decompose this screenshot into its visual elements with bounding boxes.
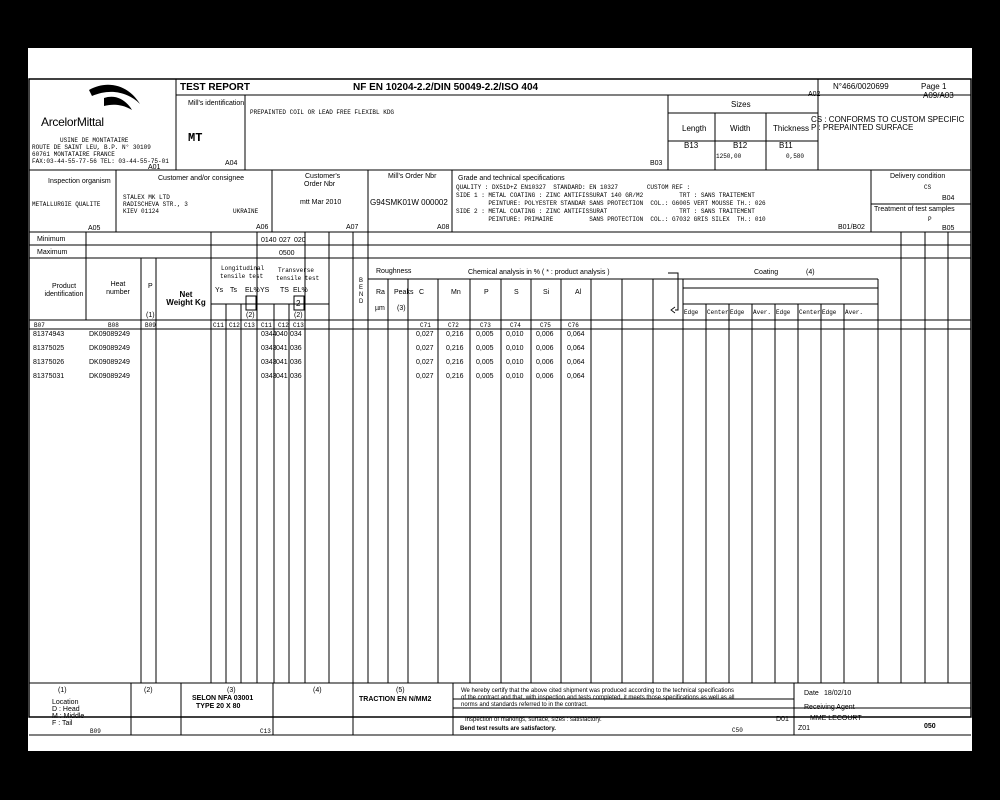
code-b01-b02: B01/B02	[838, 224, 865, 231]
standard: NF EN 10204-2.2/DIN 50049-2.2/ISO 404	[353, 82, 539, 93]
box-2: 2	[296, 299, 301, 308]
min-ts: 027	[279, 237, 291, 244]
mill-order-label: Mill's Order Nbr	[388, 173, 437, 180]
address-line: ROUTE DE SAINT LEU, B.P. N° 30109	[32, 144, 151, 151]
max-ys: 0500	[279, 250, 295, 257]
ys-header: Ys	[215, 287, 224, 294]
treatment-label: Treatment of test samples	[874, 206, 955, 213]
cell-al: 0,064	[567, 373, 585, 380]
customer-label: Customer and/or consignee	[158, 175, 244, 182]
code-c50: C50	[732, 727, 743, 734]
maximum-label: Maximum	[37, 249, 68, 256]
code-b07: B07	[34, 322, 45, 329]
cell-ys: 0344	[261, 331, 277, 338]
report-number: N°466/0020699	[833, 82, 889, 91]
coating-subheader: Aver.	[845, 309, 864, 316]
code-b09: B09	[145, 322, 156, 329]
note-2a: (2)	[246, 312, 255, 319]
cell-c: 0,027	[416, 331, 434, 338]
cell-mn: 0,216	[446, 373, 464, 380]
code-c73: C73	[480, 322, 491, 329]
trans-tensile-header: tensile test	[276, 275, 320, 282]
form-grid-lines	[28, 48, 972, 751]
grade-line: SIDE 2 : METAL COATING : ZINC ANTIFISSURAT TRT : SANS TRAITEMENT	[456, 208, 755, 215]
cell-mn: 0,216	[446, 345, 464, 352]
bend-header: B E N D	[359, 278, 364, 305]
cs-note: CS : CONFORMS TO CUSTOM SPECIFIC	[811, 115, 965, 124]
cell-id: 81375025	[33, 345, 65, 352]
code-c13: C13	[244, 322, 255, 329]
address-line: 60761 MONTATAIRE FRANCE	[32, 151, 115, 158]
footer-number: 050	[924, 723, 936, 730]
cell-p: 0,005	[476, 373, 494, 380]
code-c72: C72	[448, 322, 459, 329]
mills-id-label: Mill's identification	[188, 100, 245, 107]
company-name: ArcelorMittal	[41, 115, 104, 129]
net-weight-header: Weight Kg	[166, 298, 206, 307]
cell-heat: DK09089249	[89, 331, 130, 338]
code-z01: Z01	[798, 725, 811, 732]
cell-el: 036	[290, 373, 302, 380]
cell-p: 0,005	[476, 331, 494, 338]
delivery-label: Delivery condition	[890, 173, 946, 180]
customer-line: KIEV 01124	[123, 208, 160, 215]
code-c71: C71	[420, 322, 431, 329]
min-ys: 0140	[261, 237, 277, 244]
cell-si: 0,006	[536, 359, 554, 366]
coating-subheader: Edge	[822, 309, 837, 316]
p-note: P : PREPAINTED SURFACE	[811, 123, 914, 132]
coating-subheader: Edge	[730, 309, 745, 316]
code-a04: A04	[225, 160, 238, 167]
roughness-header: Roughness	[376, 268, 412, 275]
code-a02: A02	[808, 91, 821, 98]
el2-header: EL%	[293, 287, 308, 294]
delivery-value: CS	[924, 184, 932, 191]
minimum-label: Minimum	[37, 236, 66, 243]
cell-p: 0,005	[476, 359, 494, 366]
cell-al: 0,064	[567, 331, 585, 338]
net-weight-header: Net	[179, 290, 193, 299]
mills-id: MT	[188, 131, 203, 145]
cell-s: 0,010	[506, 359, 524, 366]
code-a05: A05	[88, 225, 101, 232]
location-line: F : Tail	[52, 720, 73, 727]
code-c12: C12	[229, 322, 240, 329]
code-c12-b: C12	[278, 322, 289, 329]
cell-el: 036	[290, 345, 302, 352]
code-c76: C76	[568, 322, 579, 329]
order-label: Order Nbr	[304, 181, 336, 188]
inspection-value: METALLURGIE QUALITE	[32, 201, 101, 208]
customer-country: UKRAINE	[233, 208, 259, 215]
cell-c: 0,027	[416, 373, 434, 380]
treatment-value: P	[928, 216, 932, 223]
note-2b: (2)	[294, 312, 303, 319]
code-b11: B11	[779, 141, 793, 150]
order-label: Customer's	[305, 173, 341, 180]
ts2-header: TS	[280, 287, 289, 294]
inspection-statement: Inspection of markings, surface, sizes : satisfactory.	[465, 717, 602, 723]
thickness-label: Thickness	[773, 124, 810, 133]
cell-ts: 041	[276, 359, 288, 366]
si-header: Si	[543, 289, 550, 296]
coating-header: Coating	[754, 269, 779, 276]
product-id-header: Product	[51, 283, 77, 290]
code-b08: B08	[108, 322, 119, 329]
al-header: Al	[575, 289, 582, 296]
agent-value: MME LECOURT	[810, 715, 862, 722]
p-elem-header: P	[484, 289, 489, 296]
code-c74: C74	[510, 322, 521, 329]
footer-note-4: (4)	[313, 687, 322, 694]
s-header: S	[514, 289, 519, 296]
test-report-sheet	[28, 48, 972, 751]
location-line: Location	[52, 699, 79, 706]
p-note: (1)	[146, 312, 155, 319]
agent-label: Receiving Agent	[804, 704, 855, 711]
inspection-label: Inspection organism	[48, 178, 111, 185]
location-line: M : Middle	[52, 713, 85, 720]
cell-al: 0,064	[567, 359, 585, 366]
certify-line: We hereby certify that the above cited shipment was produced according to the technical specifications	[461, 688, 735, 694]
coating-subheader: Center	[707, 309, 729, 316]
date-value: 18/02/10	[824, 690, 852, 697]
selon-text: SELON NFA 03001	[192, 695, 254, 702]
mill-order-value: G94SMK01W 000002	[370, 198, 448, 207]
trans-tensile-header: Transverse	[278, 267, 315, 274]
code-b03: B03	[650, 160, 663, 167]
cell-ts: 041	[276, 373, 288, 380]
bend-statement: Bend test results are satisfactory.	[460, 726, 556, 732]
cell-c: 0,027	[416, 345, 434, 352]
grade-line: QUALITY : DX51D+Z EN10327 STANDARD: EN 10327 CUSTOM REF :	[456, 184, 691, 191]
code-c75: C75	[540, 322, 551, 329]
cell-el: 034	[290, 331, 302, 338]
cell-id: 81374943	[33, 331, 65, 338]
cell-s: 0,010	[506, 345, 524, 352]
footer-note-3: (3)	[227, 687, 236, 694]
code-c11-b: C11	[261, 322, 272, 329]
mn-header: Mn	[451, 289, 461, 296]
heat-header: number	[106, 289, 130, 296]
customer-line: RADISCHEVA STR., 3	[123, 201, 188, 208]
cell-p: 0,005	[476, 345, 494, 352]
footer-note-2: (2)	[144, 687, 153, 694]
footer-note-5: (5)	[396, 687, 405, 694]
code-b09-footer: B09	[90, 728, 101, 735]
cell-si: 0,006	[536, 345, 554, 352]
sizes-label: Sizes	[731, 100, 751, 109]
product-description: PREPAINTED COIL OR LEAD FREE FLEXIBL KDG	[250, 109, 395, 116]
page-label: Page	[921, 82, 940, 91]
cell-ts: 040	[276, 331, 288, 338]
code-b13: B13	[684, 141, 699, 150]
code-a07: A07	[346, 224, 359, 231]
coating-subheader: Edge	[776, 309, 791, 316]
long-tensile-header: tensile test	[220, 273, 264, 280]
code-d01: D01	[776, 716, 789, 723]
grade-line: SIDE 1 : METAL COATING : ZINC ANTIFISSURAT 140 GR/M2 TRT : SANS TRAITEMENT	[456, 192, 755, 199]
code-c13-footer: C13	[260, 728, 271, 735]
peaks-header: Peaks	[394, 289, 414, 296]
code-c11: C11	[213, 322, 224, 329]
traction-text: TRACTION EN N/MM2	[359, 696, 432, 703]
cell-id: 81375031	[33, 373, 65, 380]
heat-header: Heat	[110, 281, 126, 288]
order-value: mtt Mar 2010	[300, 199, 342, 206]
report-title: TEST REPORT	[180, 82, 251, 93]
product-id-header: identification	[44, 291, 84, 298]
width-label: Width	[730, 124, 751, 133]
code-a01: A01	[148, 164, 161, 171]
certify-line: norms and standards referred to in the contract.	[461, 702, 588, 708]
cell-ys: 0343	[261, 345, 277, 352]
cell-heat: DK09089249	[89, 373, 130, 380]
ra-header: Ra	[376, 289, 385, 296]
chem-analysis-header: Chemical analysis in % ( * : product analysis )	[468, 269, 610, 276]
cell-el: 036	[290, 359, 302, 366]
ts-header: Ts	[230, 287, 237, 294]
cell-heat: DK09089249	[89, 359, 130, 366]
min-el: 020	[294, 237, 306, 244]
grade-label: Grade and technical specifications	[458, 175, 565, 182]
um-header: µm	[375, 305, 385, 312]
page-number: 1	[942, 82, 947, 91]
selon-text: TYPE 20 X 80	[196, 703, 241, 710]
date-label: Date	[804, 690, 819, 697]
cell-s: 0,010	[506, 373, 524, 380]
code-c13-b: C13	[293, 322, 304, 329]
footer-note-1: (1)	[58, 687, 67, 694]
cell-mn: 0,216	[446, 331, 464, 338]
code-a06: A06	[256, 224, 269, 231]
width-value: 1250,00	[716, 153, 742, 160]
peaks-note: (3)	[397, 305, 406, 312]
long-tensile-header: Longitudinal	[221, 265, 265, 272]
cell-si: 0,006	[536, 373, 554, 380]
cell-c: 0,027	[416, 359, 434, 366]
cell-mn: 0,216	[446, 359, 464, 366]
grade-line: PEINTURE: PRIMAIRE SANS PROTECTION COL.: G7032 GRIS SILEX TH.: 010	[456, 216, 766, 223]
cell-heat: DK09089249	[89, 345, 130, 352]
p-header: P	[148, 283, 153, 290]
ys2-header: YS	[260, 287, 270, 294]
el-header: EL%	[245, 287, 260, 294]
cell-ys: 0343	[261, 373, 277, 380]
address-line: USINE DE MONTATAIRE	[60, 137, 129, 144]
certify-line: of the contract and that, with inspection and tests completed, it meets those specifications as well as all	[461, 695, 735, 701]
location-line: D : Head	[52, 706, 80, 713]
coating-subheader: Edge	[684, 309, 699, 316]
cell-ts: 041	[276, 345, 288, 352]
code-a09: A09/A03	[923, 91, 954, 100]
coating-subheader: Aver.	[753, 309, 772, 316]
grade-line: PEINTURE: POLYESTER STANDAR SANS PROTECTION COL.: G6005 VERT MOUSSE TH.: 026	[456, 200, 766, 207]
coating-note: (4)	[806, 269, 815, 276]
thickness-value: 0,580	[786, 153, 805, 160]
cell-ys: 0343	[261, 359, 277, 366]
code-a08: A08	[437, 224, 450, 231]
address-line: FAX:03-44-55-77-56 TEL: 03-44-55-75-01	[32, 158, 169, 165]
c-header: C	[419, 289, 425, 296]
customer-line: STALEX MK LTD	[123, 194, 170, 201]
cell-al: 0,064	[567, 345, 585, 352]
code-b12: B12	[733, 141, 748, 150]
length-label: Length	[682, 124, 707, 133]
cell-si: 0,006	[536, 331, 554, 338]
cell-id: 81375026	[33, 359, 65, 366]
cell-s: 0,010	[506, 331, 524, 338]
code-b05: B05	[942, 225, 955, 232]
coating-subheader: Center	[799, 309, 821, 316]
code-b04: B04	[942, 195, 955, 202]
